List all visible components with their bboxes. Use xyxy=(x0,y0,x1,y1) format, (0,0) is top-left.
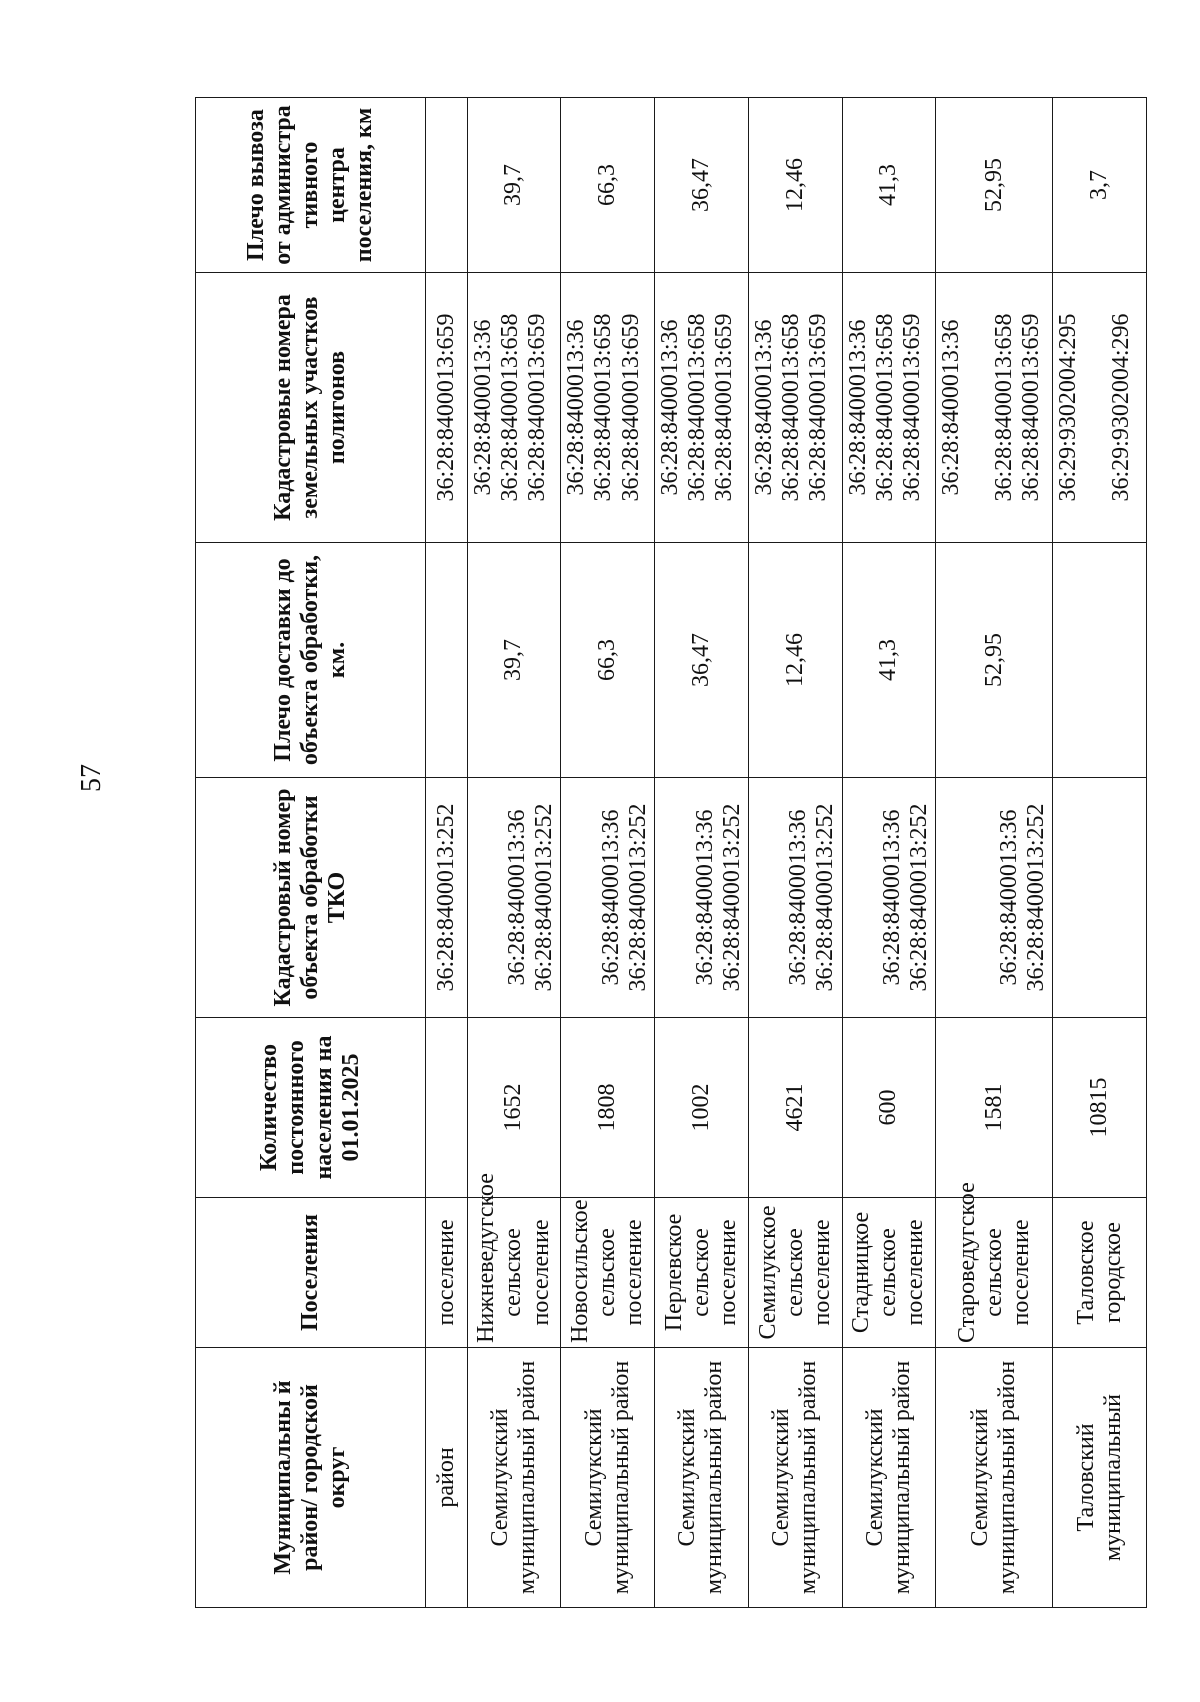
cell-landfill-plots xyxy=(842,273,936,543)
cell-removal-distance: 3,7 xyxy=(1053,98,1147,273)
cell-removal-distance: 66,3 xyxy=(561,98,655,273)
table-row xyxy=(467,98,561,1608)
cell-settlement: Таловское городское xyxy=(1053,1198,1147,1348)
cadastre-number: 36:28:8400013:36 xyxy=(879,809,906,986)
cell-delivery-distance: 12,46 xyxy=(748,543,842,778)
cadastre-number: 36:28:8400013:659 xyxy=(805,313,832,502)
cell-population: 10815 xyxy=(1053,1018,1147,1198)
cadastre-number xyxy=(1082,277,1108,538)
cell-processing-cadastre xyxy=(748,778,842,1018)
cadastre-number: 36:28:8400013:658 xyxy=(684,313,711,502)
cell-landfill-plots xyxy=(561,273,655,543)
cadastre-number: 36:28:8400013:36 xyxy=(996,809,1022,986)
cell-landfill-plots xyxy=(748,273,842,543)
cadastre-number: 36:28:8400013:658 xyxy=(991,313,1018,502)
cell-settlement: Новосильское сельское поселение xyxy=(561,1198,655,1348)
cadastre-number: 36:28:8400013:658 xyxy=(590,313,617,502)
cell-population: 1652 xyxy=(467,1018,561,1198)
cell-landfill-plots xyxy=(655,273,749,543)
cell-settlement: Нижневедугское сельское поселение xyxy=(467,1198,561,1348)
header-processing-cadastre: Кадастровый номер объекта обработки ТКО xyxy=(196,778,426,1018)
cell-removal-distance: 41,3 xyxy=(842,98,936,273)
cadastre-number: 36:28:8400013:36 xyxy=(691,809,718,986)
cell-removal-distance: 52,95 xyxy=(936,98,1053,273)
table-row-continuation xyxy=(426,98,468,1608)
cell-processing-cadastre xyxy=(842,778,936,1018)
cell-population: 1581 xyxy=(936,1018,1053,1198)
header-population: Количество постоянного населения на 01.01.2025 xyxy=(196,1018,426,1198)
cell-settlement: Стадницкое сельское поселение xyxy=(842,1198,936,1348)
cadastre-number: 36:28:8400013:36 xyxy=(750,319,777,496)
cadastre-number: 36:28:8400013:252 xyxy=(718,803,745,992)
table-row xyxy=(842,98,936,1608)
cadastre-number: 36:28:8400013:36 xyxy=(597,809,624,986)
cadastre-number: 36:28:8400013:252 xyxy=(624,803,651,992)
cell-settlement: Семилукское сельское поселение xyxy=(748,1198,842,1348)
cell-district: Семилукский муниципальный район xyxy=(842,1348,936,1608)
table-row xyxy=(561,98,655,1608)
cadastre-number: 36:28:8400013:658 xyxy=(871,313,898,502)
cadastre-number: 36:28:8400013:658 xyxy=(496,313,523,502)
header-row xyxy=(196,98,426,1608)
waste-logistics-table xyxy=(195,97,1147,1608)
cadastre-number: 36:28:8400013:36 xyxy=(563,319,590,496)
cell-population: 1808 xyxy=(561,1018,655,1198)
table-body xyxy=(426,98,1147,1608)
cell-district: Таловский муниципальный xyxy=(1053,1348,1147,1608)
cadastre-number: 36:29:9302004:296 xyxy=(1108,313,1135,502)
cell-landfill-plots xyxy=(936,273,1053,543)
cell-population: 1002 xyxy=(655,1018,749,1198)
cadastre-number: 36:28:8400013:659 xyxy=(617,313,644,502)
cell-removal-distance xyxy=(426,98,468,273)
cell-delivery-distance: 66,3 xyxy=(561,543,655,778)
header-settlement: Поселения xyxy=(196,1198,426,1348)
cell-delivery-distance: 39,7 xyxy=(467,543,561,778)
cadastre-number: 36:28:8400013:252 xyxy=(812,803,839,992)
cell-district: Семилукский муниципальный район xyxy=(936,1348,1053,1608)
header-delivery-distance: Плечо доставки до объекта обработки, км. xyxy=(196,543,426,778)
cell-landfill-plots xyxy=(467,273,561,543)
cell-processing-cadastre: 36:28:8400013:252 xyxy=(426,778,468,1018)
cell-landfill-plots xyxy=(1053,273,1147,543)
cell-settlement: Староведугское сельское поселение xyxy=(936,1198,1053,1348)
cell-district: Семилукский муниципальный район xyxy=(561,1348,655,1608)
cell-delivery-distance: 41,3 xyxy=(842,543,936,778)
cell-processing-cadastre xyxy=(467,778,561,1018)
cell-settlement: Перлевское сельское поселение xyxy=(655,1198,749,1348)
cadastre-number: 36:28:8400013:659 xyxy=(523,313,550,502)
cadastre-number xyxy=(965,277,991,538)
header-removal-distance: Плечо вывоза от администра тивного центра поселения, км xyxy=(196,98,426,273)
cell-processing-cadastre xyxy=(936,778,1053,1018)
table-row xyxy=(748,98,842,1608)
cell-delivery-distance xyxy=(426,543,468,778)
cadastre-number: 36:28:8400013:252 xyxy=(531,803,558,992)
cadastre-number: 36:29:9302004:295 xyxy=(1055,313,1082,502)
cell-district: район xyxy=(426,1348,468,1608)
rotated-table-container xyxy=(195,98,1147,1608)
cadastre-number: 36:28:8400013:659 xyxy=(898,313,925,502)
cell-delivery-distance: 52,95 xyxy=(936,543,1053,778)
cell-removal-distance: 12,46 xyxy=(748,98,842,273)
header-landfill-plots: Кадастровые номера земельных участков полигонов xyxy=(196,273,426,543)
cadastre-number: 36:28:8400013:659 xyxy=(711,313,738,502)
cadastre-number: 36:28:8400013:36 xyxy=(785,809,812,986)
cell-landfill-plots: 36:28:8400013:659 xyxy=(426,273,468,543)
header-district: Муниципальны й район/ городской округ xyxy=(196,1348,426,1608)
table-row xyxy=(1053,98,1147,1608)
cadastre-number: 36:28:8400013:658 xyxy=(777,313,804,502)
cell-population: 4621 xyxy=(748,1018,842,1198)
cell-processing-cadastre xyxy=(655,778,749,1018)
cadastre-number: 36:28:8400013:36 xyxy=(469,319,496,496)
cell-removal-distance: 39,7 xyxy=(467,98,561,273)
cadastre-number: 36:28:8400013:36 xyxy=(844,319,871,496)
cell-processing-cadastre xyxy=(561,778,655,1018)
cell-processing-cadastre xyxy=(1053,778,1147,1018)
table-row xyxy=(936,98,1053,1608)
cell-district: Семилукский муниципальный район xyxy=(467,1348,561,1608)
cadastre-number: 36:28:8400013:36 xyxy=(938,319,965,496)
cadastre-number: 36:28:8400013:252 xyxy=(1023,803,1050,992)
cell-settlement: поселение xyxy=(426,1198,468,1348)
table-row xyxy=(655,98,749,1608)
cell-population xyxy=(426,1018,468,1198)
cell-delivery-distance xyxy=(1053,543,1147,778)
cell-removal-distance: 36,47 xyxy=(655,98,749,273)
cadastre-number: 36:28:8400013:36 xyxy=(504,809,531,986)
cadastre-number: 36:28:8400013:659 xyxy=(1018,313,1045,502)
cell-delivery-distance: 36,47 xyxy=(655,543,749,778)
cell-population: 600 xyxy=(842,1018,936,1198)
cell-district: Семилукский муниципальный район xyxy=(748,1348,842,1608)
cadastre-number: 36:28:8400013:252 xyxy=(906,803,933,992)
cell-district: Семилукский муниципальный район xyxy=(655,1348,749,1608)
cadastre-number: 36:28:8400013:36 xyxy=(657,319,684,496)
page-number: 57 xyxy=(76,764,107,792)
